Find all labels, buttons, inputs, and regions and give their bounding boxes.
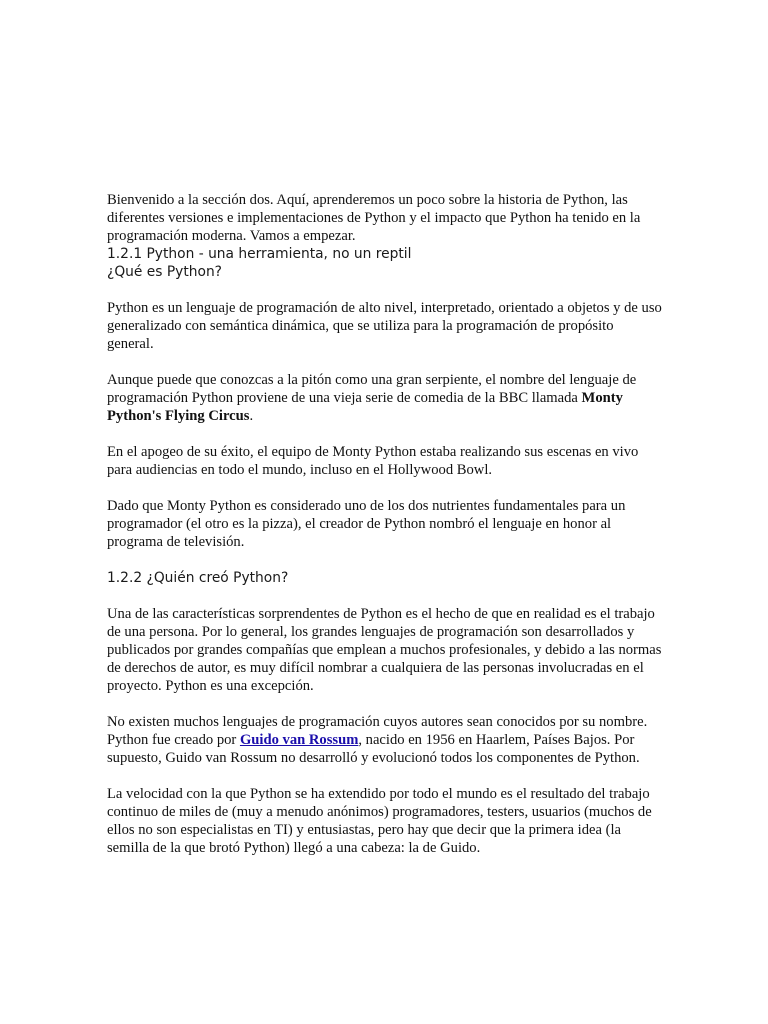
paragraph-definition: Python es un lenguaje de programación de alto nivel, interpretado, orientado a objetos y de uso generalizado con semántica dinámica, que se utiliza para la programación de propósito general. <box>107 300 662 352</box>
paragraph-success: En el apogeo de su éxito, el equipo de Monty Python estaba realizando sus escenas en vivo para audiencias en todo el mundo, incluso en el Hollywood Bowl. <box>107 444 639 478</box>
paragraph-pizza: Dado que Monty Python es considerado uno de los dos nutrientes fundamentales para un programador (el otro es la pizza), el creador de Python nombró el lenguaje en honor al programa de televisión. <box>107 498 626 550</box>
section-heading-1-2-1: 1.2.1 Python - una herramienta, no un reptil <box>107 246 412 262</box>
paragraph-author <box>107 713 663 767</box>
paragraph-name-origin <box>107 371 663 425</box>
paragraph-one-person: Una de las características sorprendentes de Python es el hecho de que en realidad es el trabajo de una persona. Por lo general, los grandes lenguajes de programación son desarrollados y publicados por grandes compañías que emplean a muchos profesionales, y debido a las normas de derechos de autor, es muy difícil nombrar a cualquiera de las personas involucradas en el proyecto. Python es una excepción. <box>107 606 662 694</box>
author-text-end: , nacido en 1956 en Haarlem, Países Bajos. Por supuesto, Guido van Rossum no desarrolló y evolucionó todos los componentes de Python. <box>107 732 640 766</box>
subheading-what-is-python: ¿Qué es Python? <box>107 264 223 280</box>
name-origin-end: . <box>249 408 254 424</box>
paragraph-spread: La velocidad con la que Python se ha extendido por todo el mundo es el resultado del trabajo continuo de miles de (muy a menudo anónimos) programadores, testers, usuarios (muchos de ellos no son especialistas en TI) y entusiastas, pero hay que decir que la primera idea (la semilla de la que brotó Python) llegó a una cabeza: la de Guido. <box>107 786 652 856</box>
author-text: No existen muchos lenguajes de programación cuyos autores sean conocidos por su nombre. Python fue creado por <box>107 714 648 748</box>
guido-van-rossum-link[interactable]: Guido van Rossum <box>239 732 359 748</box>
name-origin-text: Aunque puede que conozcas a la pitón como una gran serpiente, el nombre del lenguaje de programación Python proviene de una vieja serie de comedia de la BBC llamada <box>107 372 637 406</box>
section-heading-1-2-2: 1.2.2 ¿Quién creó Python? <box>107 570 289 586</box>
document-page <box>107 191 663 857</box>
intro-paragraph: Bienvenido a la sección dos. Aquí, aprenderemos un poco sobre la historia de Python, las diferentes versiones e implementaciones de Python y el impacto que Python ha tenido en la programación moderna. Vamos a empezar. <box>107 192 641 244</box>
monty-python-title: Monty Python's Flying Circus <box>107 390 623 424</box>
